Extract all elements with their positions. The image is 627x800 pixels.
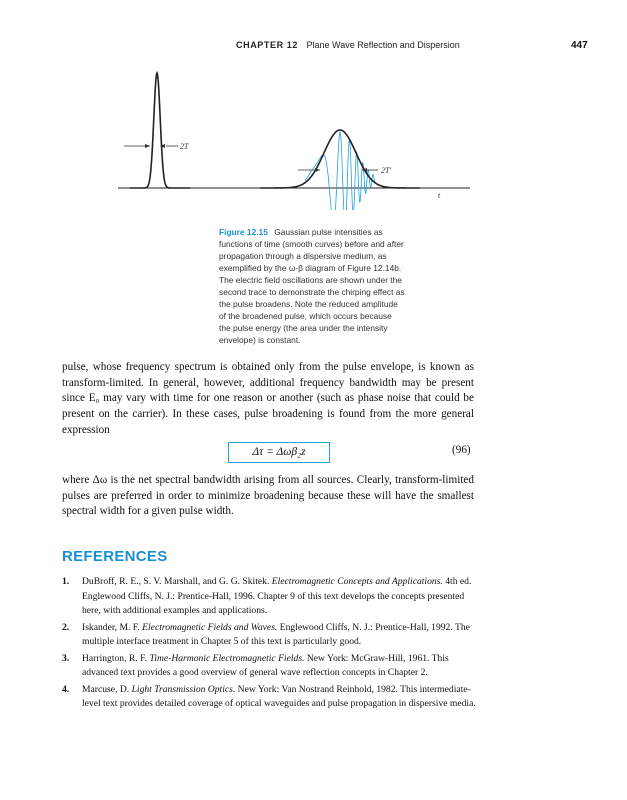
reference-item: [62, 621, 478, 650]
references-heading: REFERENCES: [62, 548, 168, 565]
output-pulse-envelope: [260, 130, 420, 188]
arrowhead-icon: [315, 168, 320, 172]
chapter-title: Plane Wave Reflection and Dispersion: [306, 40, 460, 50]
reference-number: 4.: [62, 683, 70, 695]
reference-details: 4th ed. Englewood Cliffs, N. J.: Prentice-Hall, 1996. Chapter 9 of this text develops the concepts presented here, with additional examples and applications.: [82, 576, 472, 616]
arrowhead-icon: [145, 144, 150, 148]
caption-text: Gaussian pulse intensities as functions of time (smooth curves) before and after propagation through a dispersive medium, as exemplified by the ω-β diagram of Figure 12.14b. The electric field oscillations are shown under the second trace to demonstrate the chirping effect as the pulse broadens. Note the reduced amplitude of the broadened pulse, which occurs because the pulse energy (the area under the intensity envelope) is constant.: [219, 227, 405, 345]
reference-number: 1.: [62, 576, 70, 587]
chapter-label: CHAPTER 12: [236, 40, 299, 50]
reference-number: 2.: [62, 621, 70, 633]
label-2t: 2T: [180, 142, 189, 151]
reference-number: 3.: [62, 652, 70, 664]
reference-title: Time-Harmonic Electromagnetic Fields.: [149, 652, 305, 664]
figure-caption: [219, 226, 405, 346]
reference-list: [62, 575, 478, 714]
reference-title: Light Transmission Optics.: [131, 683, 236, 695]
reference-authors: Harrington, R. F.: [82, 652, 148, 664]
reference-authors: Marcuse, D.: [82, 683, 130, 695]
equation-number: (96): [452, 444, 471, 456]
reference-title: Electromagnetic Concepts and Applications.: [271, 576, 443, 587]
reference-details: New York: Van Nostrand Reinhold, 1982. This intermediate-level text provides detailed coverage of optical waveguides and pulse propagation in dispersive media.: [82, 683, 476, 709]
reference-item: [62, 652, 478, 681]
axis-label-t: t: [438, 191, 441, 200]
reference-item: [62, 683, 478, 712]
reference-details: Englewood Cliffs, N. J.: Prentice-Hall, 1992. The multiple interface treatment in Chapter 5 of this text is particularly good.: [82, 621, 470, 647]
figure-12-15: [110, 60, 480, 210]
reference-authors: DuBroff, R. E., S. V. Marshall, and G. G. Skitek.: [82, 576, 270, 587]
page-number: 447: [571, 40, 588, 51]
reference-item: [62, 575, 478, 619]
input-pulse-envelope: [130, 73, 190, 188]
caption-label: Figure 12.15: [219, 227, 268, 237]
running-head-text: [236, 40, 460, 50]
label-2t-prime: 2T': [381, 166, 392, 175]
body-paragraph-1: pulse, whose frequency spectrum is obtained only from the pulse envelope, is known as transform-limited. In general, however, additional frequency bandwidth may be present since E₀ may vary with time for one reason or another (such as phase noise that could be present on the carrier). In these cases, pulse broadening is found from the more general expression: [62, 361, 474, 436]
body-paragraph-2: where Δω is the net spectral bandwidth arising from all sources. Clearly, transform-limited pulses are preferred in order to minimize broadening because these will have the smallest spectral width for a given pulse width.: [62, 474, 474, 518]
equation-96: Δτ = Δωβ₂z: [228, 442, 330, 463]
reference-authors: Iskander, M. F.: [82, 621, 140, 633]
running-head: [0, 40, 627, 54]
reference-details: New York: McGraw-Hill, 1961. This advanced text provides a good overview of general wave reflection concepts in Chapter 2.: [82, 652, 449, 678]
reference-title: Electromagnetic Fields and Waves.: [142, 621, 278, 633]
